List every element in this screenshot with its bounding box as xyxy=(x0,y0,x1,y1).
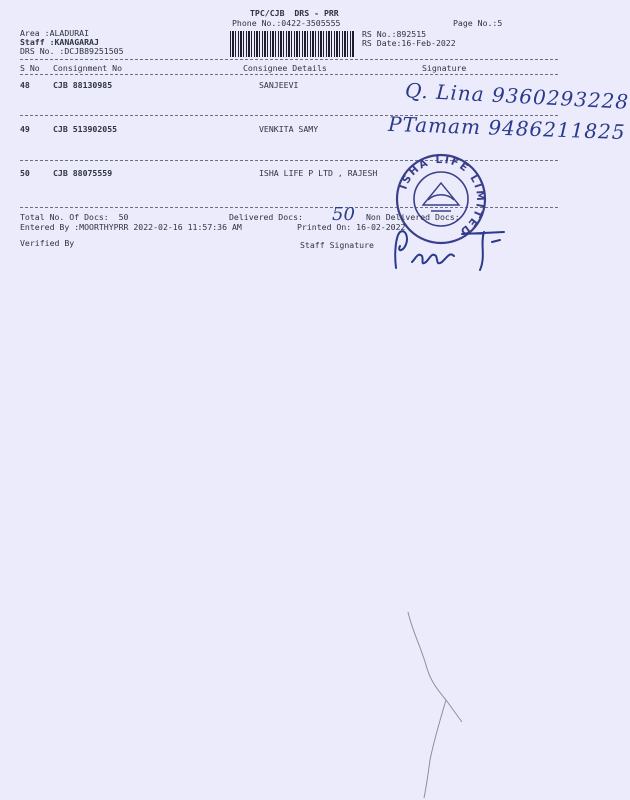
row-consignee: VENKITA SAMY xyxy=(259,124,319,134)
row-consignment: CJB 88130985 xyxy=(53,80,113,90)
phone-number: Phone No.:0422-3505555 xyxy=(232,18,341,28)
divider xyxy=(20,59,558,60)
divider xyxy=(20,74,558,75)
staff-field: Staff :KANAGARAJ xyxy=(20,37,99,47)
col-consignment: Consignment No xyxy=(53,63,123,73)
stamp-text: ISHA LIFE LIMITED xyxy=(397,153,487,239)
printed-on: Printed On: 16-02-2022 xyxy=(297,222,406,232)
staff-signature-scribble xyxy=(388,222,518,277)
delivered-count-handwritten: 50 xyxy=(332,204,355,225)
rs-number: RS No.:892515 xyxy=(362,29,427,39)
delivered-docs: Delivered Docs: xyxy=(229,212,303,222)
row-sno: 49 xyxy=(20,124,30,134)
handwritten-signature: Q. Lina 9360293228 xyxy=(404,78,630,114)
col-signature: Signature xyxy=(422,63,467,73)
area-field: Area :ALADURAI xyxy=(20,28,90,38)
rs-date: RS Date:16-Feb-2022 xyxy=(362,38,456,48)
row-sno: 50 xyxy=(20,168,30,178)
row-consignment: CJB 88075559 xyxy=(53,168,113,178)
document-title: TPC/CJB DRS - PRR xyxy=(250,8,339,18)
row-consignee: SANJEEVI xyxy=(259,80,299,90)
drs-number: DRS No. :DCJB89251505 xyxy=(20,46,124,56)
total-docs: Total No. Of Docs: 50 xyxy=(20,212,129,222)
row-sno: 48 xyxy=(20,80,30,90)
col-sno: S No xyxy=(20,63,40,73)
paper-crease xyxy=(400,610,480,800)
handwritten-signature: PTamam 9486211825 xyxy=(387,111,626,145)
verified-by-label: Verified By xyxy=(20,238,75,248)
non-delivered-docs: Non Delivered Docs: xyxy=(366,212,460,222)
barcode xyxy=(230,31,354,57)
staff-signature-label: Staff Signature xyxy=(300,240,374,250)
row-consignment: CJB 513902055 xyxy=(53,124,118,134)
row-consignee: ISHA LIFE P LTD , RAJESH xyxy=(259,168,378,178)
col-consignee: Consignee Details xyxy=(243,63,327,73)
entered-by: Entered By :MOORTHYPRR 2022-02-16 11:57:36 AM xyxy=(20,222,242,232)
page-number: Page No.:5 xyxy=(453,18,503,28)
